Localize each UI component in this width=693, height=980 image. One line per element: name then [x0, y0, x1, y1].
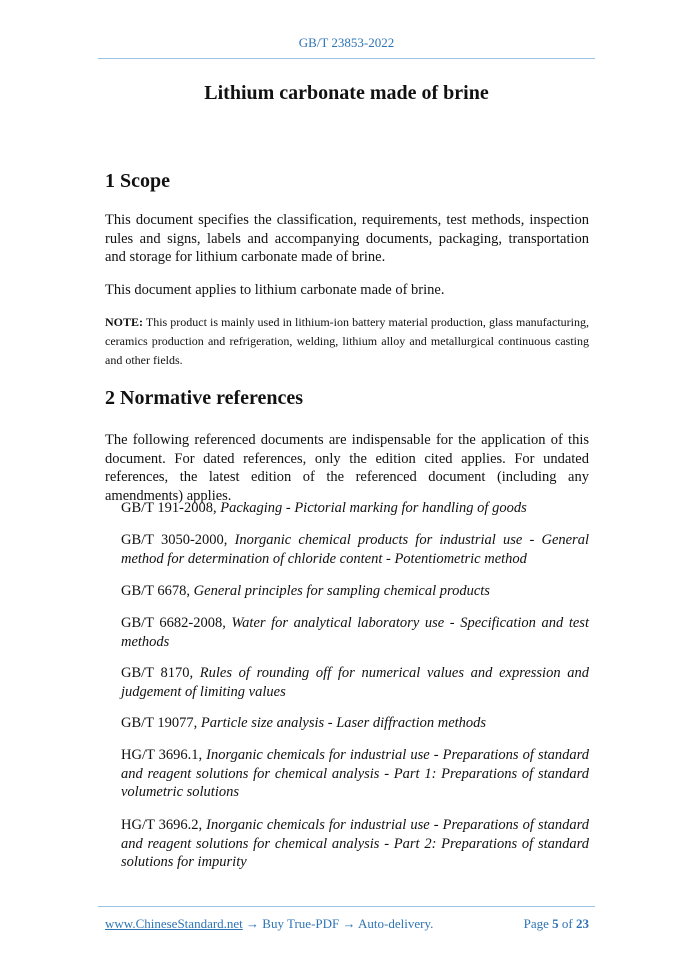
header-divider	[98, 58, 595, 59]
reference-item: GB/T 6678, General principles for sampling chemical products	[121, 583, 490, 599]
paragraph: This document specifies the classification, requirements, test methods, inspection rules and signs, labels and accompanying documents, packaging, transportation and storage for lithium carbonate made of brine.	[105, 212, 589, 265]
footer-tagline: → Buy True-PDF → Auto-delivery.	[242, 916, 434, 931]
reference-item: GB/T 8170, Rules of rounding off for numerical values and expression and judgement of limiting values	[121, 665, 589, 700]
paragraph: The following referenced documents are indispensable for the application of this document. For dated references, only the edition cited applies. For undated references, the latest edition of the referenced document (including any amendments) applies.	[105, 432, 589, 504]
reference-item: GB/T 6682-2008, Water for analytical laboratory use - Specification and test methods	[121, 615, 589, 650]
website-link[interactable]: www.ChineseStandard.net	[105, 916, 243, 931]
footer	[105, 916, 589, 932]
section-heading-normative-references: 2 Normative references	[105, 387, 304, 409]
section-heading-scope: 1 Scope	[105, 170, 170, 192]
reference-item: HG/T 3696.2, Inorganic chemicals for industrial use - Preparations of standard and reagent solutions for chemical analysis - Part 2: Preparations of standard solutions for impurity	[121, 817, 589, 870]
reference-item: GB/T 3050-2000, Inorganic chemical products for industrial use - General method for determination of chloride content - Potentiometric method	[121, 532, 589, 567]
page-number: Page 5 of 23	[523, 916, 589, 931]
paragraph: This document applies to lithium carbonate made of brine.	[105, 282, 445, 298]
reference-item: GB/T 19077, Particle size analysis - Laser diffraction methods	[121, 715, 487, 731]
page-title: Lithium carbonate made of brine	[204, 82, 489, 104]
header-doc-id: GB/T 23853-2022	[298, 35, 395, 50]
note	[105, 313, 589, 370]
reference-item: GB/T 191-2008, Packaging - Pictorial marking for handling of goods	[121, 500, 527, 516]
note-label: NOTE:	[105, 315, 144, 329]
note-text: This product is mainly used in lithium-ion battery material production, glass manufacturing, ceramics production and refrigeration, welding, lithium alloy and metallurgical continuous casting and other fields.	[105, 315, 589, 367]
footer-divider	[98, 906, 595, 907]
reference-item: HG/T 3696.1, Inorganic chemicals for industrial use - Preparations of standard and reagent solutions for chemical analysis - Part 1: Preparations of standard volumetric solutions	[121, 747, 589, 800]
